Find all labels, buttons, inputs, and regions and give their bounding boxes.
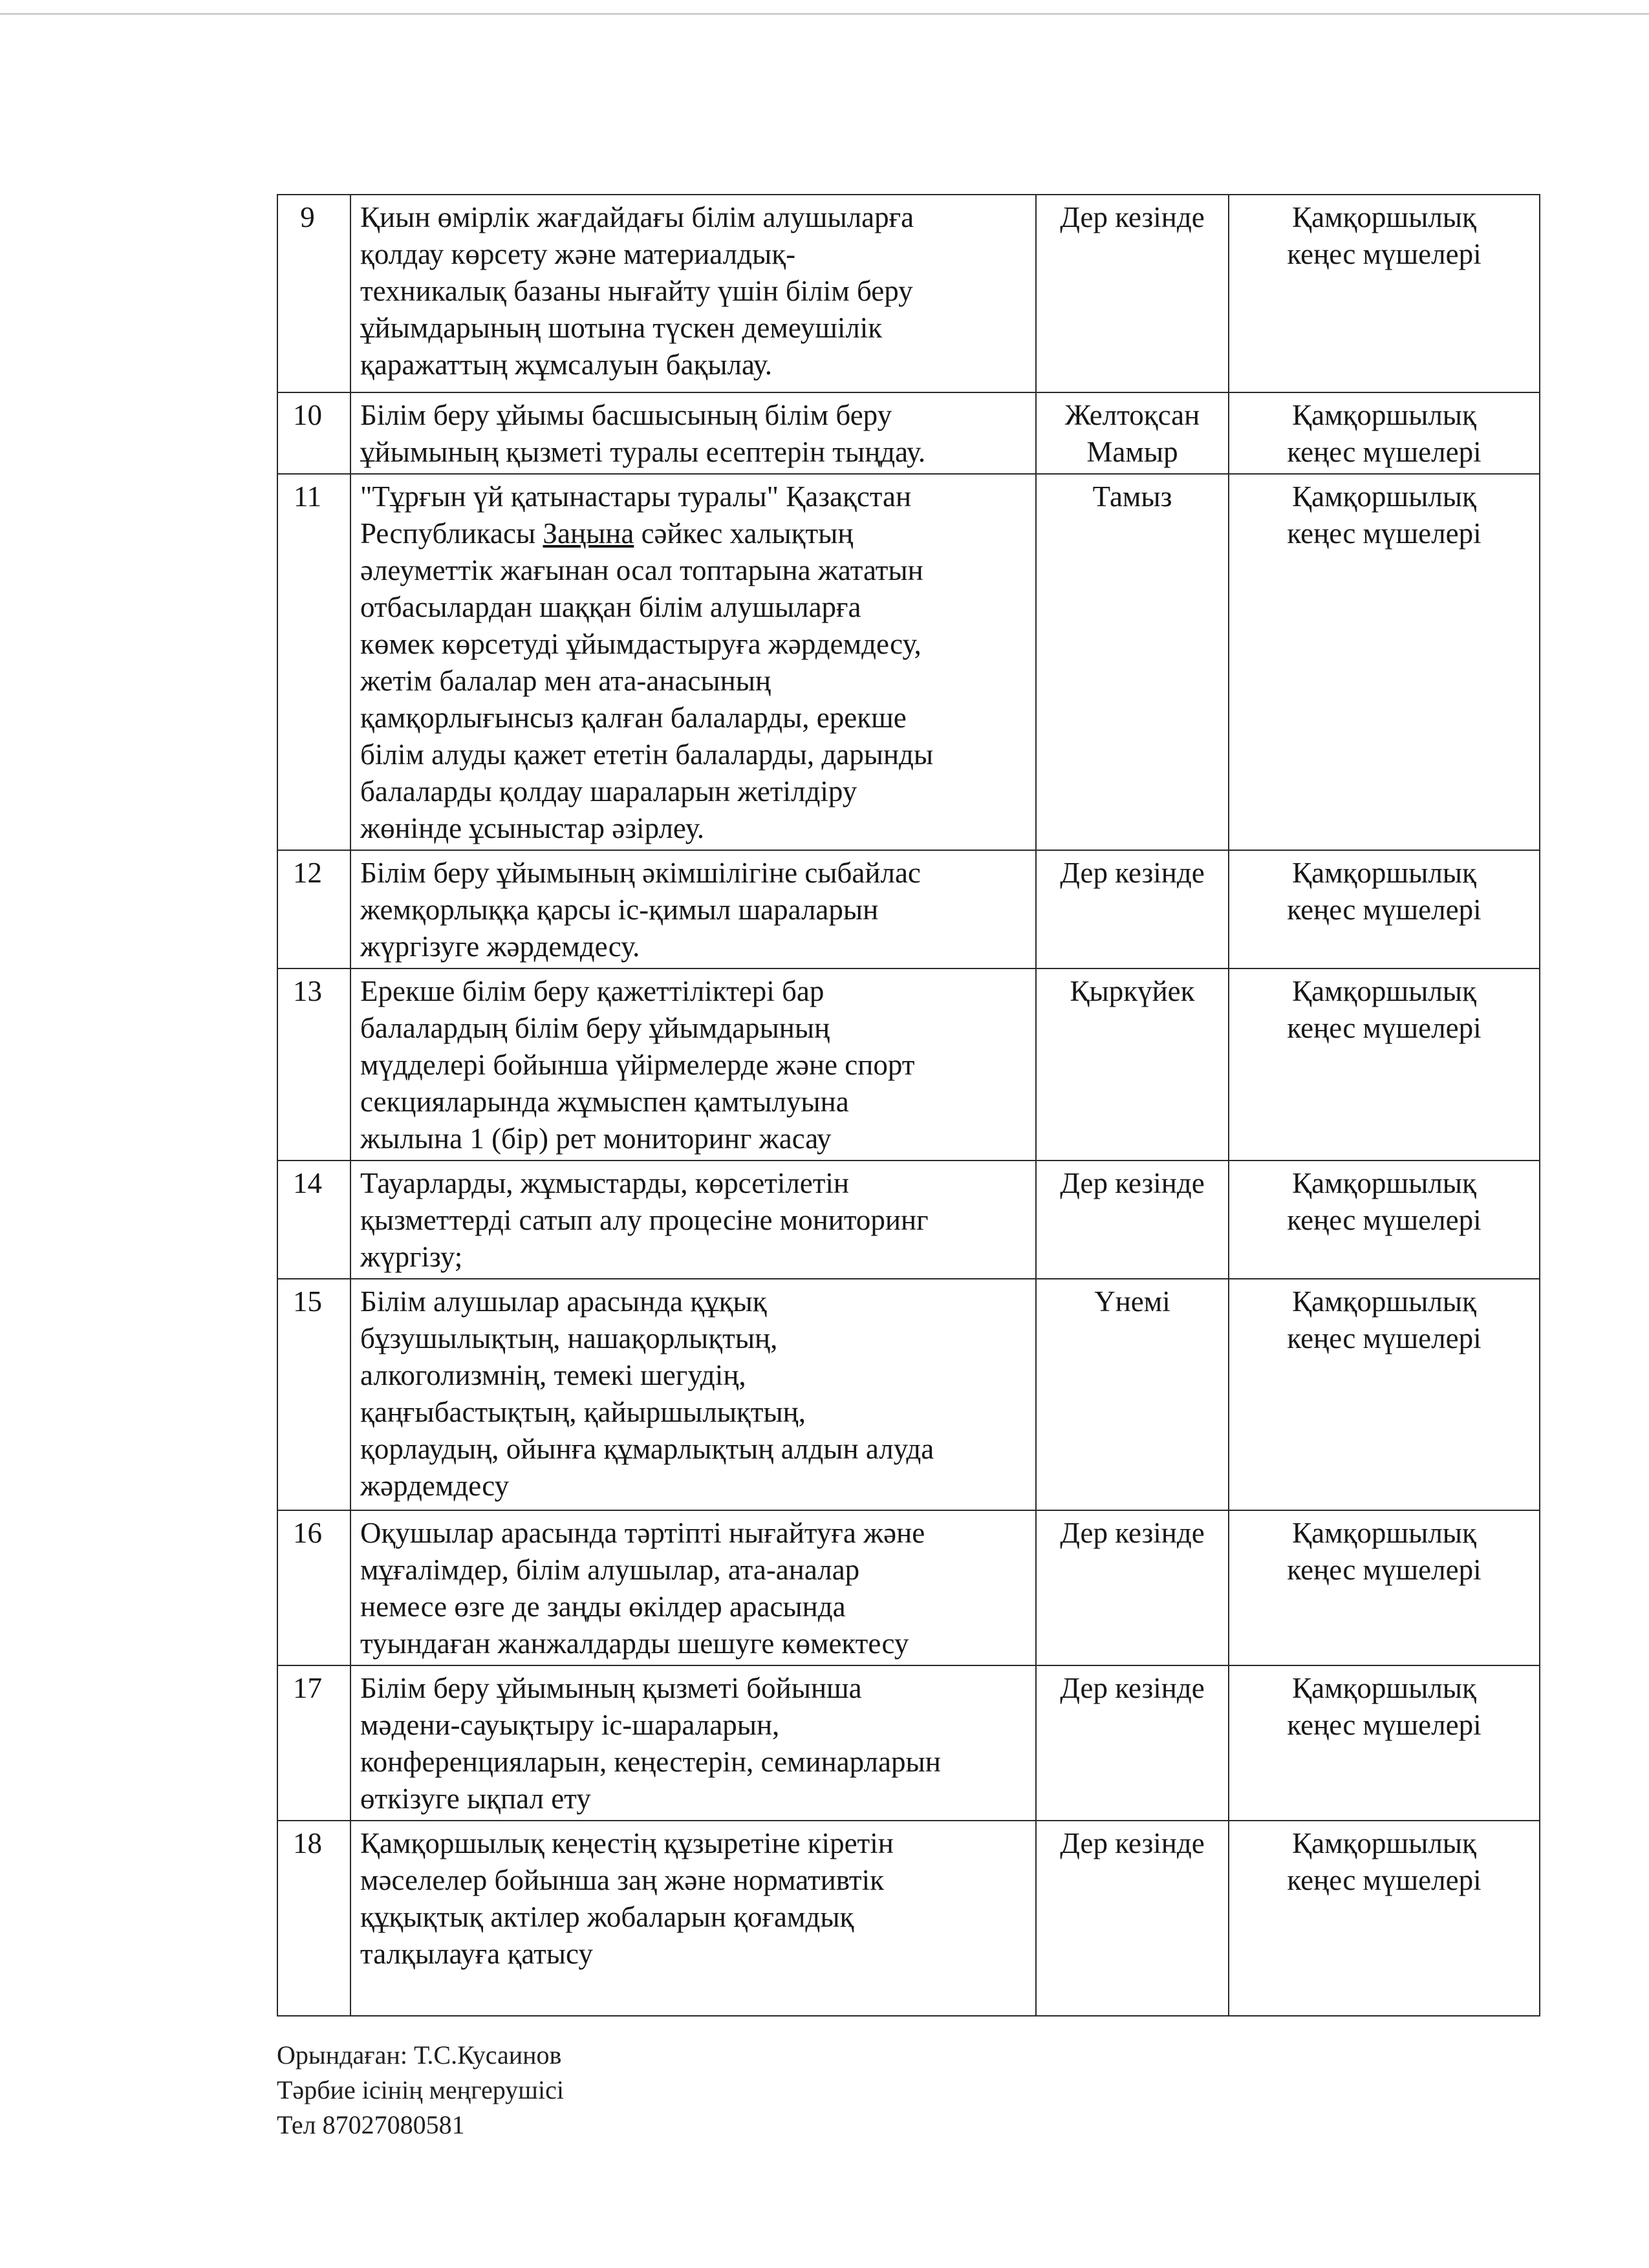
row-description: Білім алушылар арасында құқық бұзушылықтың, нашақорлықтың, алкоголизмнің, темекі шегудің, қаңғыбастықтың, қайыршылықтың, қорлаудың, ойынға құмарлықтың алдын алуда жәрдемдесу	[350, 1279, 1036, 1510]
row-term: Дер кезінде	[1036, 1665, 1229, 1821]
row-responsible: Қамқоршылық кеңес мүшелері	[1229, 850, 1540, 968]
row-number: 9	[277, 195, 350, 392]
row-number: 18	[277, 1821, 350, 2016]
row-responsible: Қамқоршылық кеңес мүшелері	[1229, 195, 1540, 392]
row-number: 10	[277, 392, 350, 474]
table-row	[277, 1279, 1540, 1510]
table-row	[277, 1510, 1540, 1665]
row-term: Дер кезінде	[1036, 195, 1229, 392]
row-term: Тамыз	[1036, 474, 1229, 850]
table-row	[277, 850, 1540, 968]
row-description: Білім беру ұйымының әкімшілігіне сыбайлас жемқорлыққа қарсы іс-қимыл шараларын жүргізуге жәрдемдесу.	[350, 850, 1036, 968]
plan-table	[277, 194, 1540, 2017]
row-number: 12	[277, 850, 350, 968]
row-number: 16	[277, 1510, 350, 1665]
row-description: Ерекше білім беру қажеттіліктері бар балалардың білім беру ұйымдарының мүдделері бойынша үйірмелерде және спорт секцияларында жұмыспен қамтылуына жылына 1 (бір) рет мониторинг жасау	[350, 968, 1036, 1161]
table-row	[277, 1665, 1540, 1821]
row-number: 15	[277, 1279, 350, 1510]
signature-phone: Тел 87027080581	[277, 2110, 465, 2139]
row-description: Тауарларды, жұмыстарды, көрсетілетін қызметтерді сатып алу процесіне мониторинг жүргізу;	[350, 1161, 1036, 1279]
table-row	[277, 1821, 1540, 2016]
law-link[interactable]: Заңына	[543, 517, 634, 550]
row-description: "Тұрғын үй қатынастары туралы" Қазақстан Республикасы Заңына сәйкес халықтың әлеуметтік жағынан осал топтарына жататын отбасылардан шаққан білім алушыларға көмек көрсетуді ұйымдастыруға жәрдемдесу, жетім балалар мен ата-анасының қамқорлығынсыз қалған балаларды, ерекше білім алуды қажет ететін балаларды, дарынды балаларды қолдау шараларын жетілдіру жөнінде ұсыныстар әзірлеу.	[350, 474, 1036, 850]
scan-edge-line	[0, 13, 1649, 15]
row-term: Дер кезінде	[1036, 1161, 1229, 1279]
row-description: Қамқоршылық кеңестің құзыретіне кіретін мәселелер бойынша заң және нормативтік құқықтық актілер жобаларын қоғамдық талқылауға қатысу	[350, 1821, 1036, 2016]
row-responsible: Қамқоршылық кеңес мүшелері	[1229, 1510, 1540, 1665]
plan-table-body	[277, 195, 1540, 2016]
row-number: 13	[277, 968, 350, 1161]
signature-block	[277, 2038, 564, 2143]
row-responsible: Қамқоршылық кеңес мүшелері	[1229, 1665, 1540, 1821]
row-responsible: Қамқоршылық кеңес мүшелері	[1229, 968, 1540, 1161]
table-row	[277, 392, 1540, 474]
table-row	[277, 968, 1540, 1161]
row-term: Үнемі	[1036, 1279, 1229, 1510]
row-description: Білім беру ұйымы басшысының білім беру ұйымының қызметі туралы есептерін тыңдау.	[350, 392, 1036, 474]
row-description: Білім беру ұйымының қызметі бойынша мәдени-сауықтыру іс-шараларын, конференцияларын, кеңестерін, семинарларын өткізуге ықпал ету	[350, 1665, 1036, 1821]
table-row	[277, 474, 1540, 850]
row-responsible: Қамқоршылық кеңес мүшелері	[1229, 392, 1540, 474]
row-responsible: Қамқоршылық кеңес мүшелері	[1229, 1279, 1540, 1510]
row-number: 17	[277, 1665, 350, 1821]
row-term: Дер кезінде	[1036, 1510, 1229, 1665]
signature-position: Тәрбие ісінің меңгерушісі	[277, 2075, 564, 2104]
row-description: Қиын өмірлік жағдайдағы білім алушыларға қолдау көрсету және материалдық- техникалық базаны нығайту үшін білім беру ұйымдарының шотына түскен демеушілік қаражаттың жұмсалуын бақылау.	[350, 195, 1036, 392]
signature-executor: Орындаған: Т.С.Кусаинов	[277, 2040, 562, 2070]
row-term: Дер кезінде	[1036, 1821, 1229, 2016]
row-term: Дер кезінде	[1036, 850, 1229, 968]
row-term: Желтоқсан Мамыр	[1036, 392, 1229, 474]
row-number: 14	[277, 1161, 350, 1279]
row-term: Қыркүйек	[1036, 968, 1229, 1161]
row-responsible: Қамқоршылық кеңес мүшелері	[1229, 1821, 1540, 2016]
row-description: Оқушылар арасында тәртіпті нығайтуға және мұғалімдер, білім алушылар, ата-аналар немесе өзге де заңды өкілдер арасында туындаған жанжалдарды шешуге көмектесу	[350, 1510, 1036, 1665]
row-number: 11	[277, 474, 350, 850]
row-responsible: Қамқоршылық кеңес мүшелері	[1229, 474, 1540, 850]
table-row	[277, 1161, 1540, 1279]
row-responsible: Қамқоршылық кеңес мүшелері	[1229, 1161, 1540, 1279]
table-row	[277, 195, 1540, 392]
